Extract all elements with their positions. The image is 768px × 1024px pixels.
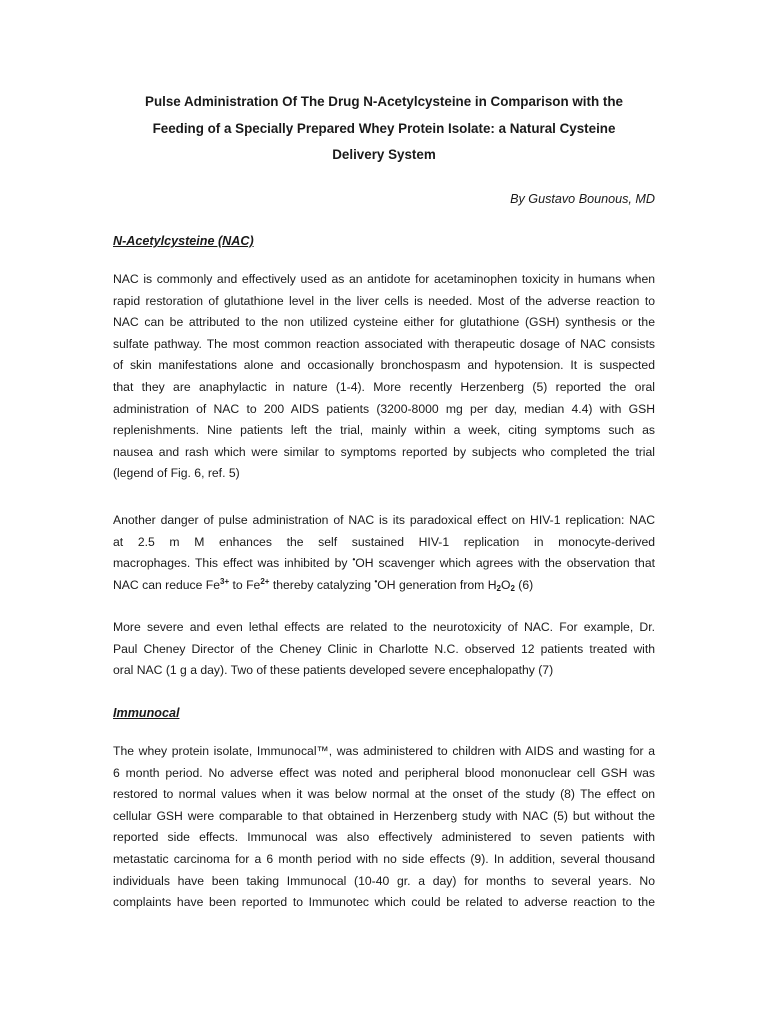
title-line: Pulse Administration Of The Drug N-Acetylcysteine in Comparison with the — [145, 94, 623, 109]
text-line: of skin manifestations alone and occasionally bronchospasm and hypotension. It is suspected — [113, 358, 655, 373]
text-segment: NAC can reduce Fe — [113, 577, 221, 592]
text-segment: (6) — [514, 577, 534, 592]
paragraph-immunocal — [113, 741, 655, 914]
text-line: NAC can be attributed to the non utilized cysteine either for glutathione (GSH) synthesis or the — [113, 315, 655, 330]
text-line: complaints have been reported to Immunotec which could be related to adverse reaction to the — [113, 895, 655, 910]
text-line: at 2.5 m M enhances the self sustained HIV-1 replication in monocyte-derived — [113, 534, 655, 549]
text-line: (legend of Fig. 6, ref. 5) — [113, 466, 240, 481]
text-line: More severe and even lethal effects are related to the neurotoxicity of NAC. For example, Dr. — [113, 620, 655, 634]
radical-dot: • — [374, 576, 378, 586]
text-line — [113, 575, 655, 597]
text-line: that they are anaphylactic in nature (1-4). More recently Herzenberg (5) reported the oral — [113, 379, 655, 394]
text-line: cellular GSH were comparable to that obtained in Herzenberg study with NAC (5) but without the — [113, 808, 655, 823]
radical-dot: • — [352, 555, 356, 565]
text-line: sulfate pathway. The most common reaction associated with therapeutic dosage of NAC consists — [113, 336, 655, 351]
text-line — [113, 553, 655, 575]
text-segment: to Fe — [229, 577, 261, 592]
paragraph-nac-neurotoxicity — [113, 617, 655, 682]
text-line: 6 month period. No adverse effect was noted and peripheral blood mononuclear cell GSH was — [113, 765, 655, 780]
text-line: individuals have been taking Immunocal (10-40 gr. a day) for months to several years. No — [113, 873, 655, 888]
document-title — [90, 89, 678, 169]
text-line: reported side effects. Immunocal was also effectively administered to seven patients with — [113, 830, 655, 845]
text-line: NAC is commonly and effectively used as an antidote for acetaminophen toxicity in humans when — [113, 272, 655, 286]
text-segment: thereby catalyzing — [269, 577, 375, 592]
text-line: Paul Cheney Director of the Cheney Clinic in Charlotte N.C. observed 12 patients treated with — [113, 641, 655, 656]
text-line: replenishments. Nine patients left the trial, mainly within a week, citing symptoms such as — [113, 423, 655, 438]
title-line: Delivery System — [332, 147, 436, 163]
text-segment: macrophages. This effect was inhibited by — [113, 556, 353, 571]
text-line: oral NAC (1 g a day). Two of these patients developed severe encephalopathy (7) — [113, 663, 554, 678]
text-segment: O — [500, 577, 511, 592]
superscript: 2+ — [260, 576, 270, 586]
section-heading-immunocal: Immunocal — [113, 706, 180, 720]
text-line: The whey protein isolate, Immunocal™, was administered to children with AIDS and wasting for a — [113, 744, 655, 758]
text-line: nausea and rash which were similar to symptoms reported by subjects who completed the trial — [113, 444, 655, 459]
text-line: rapid restoration of glutathione level in the liver cells is needed. Most of the adverse reaction to — [113, 293, 655, 308]
text-line: Another danger of pulse administration of NAC is its paradoxical effect on HIV-1 replication: NAC — [113, 513, 655, 527]
author-byline: By Gustavo Bounous, MD — [510, 192, 655, 206]
paragraph-nac-hiv — [113, 510, 655, 596]
superscript: 3+ — [220, 576, 230, 586]
text-segment: OH scavenger which agrees with the observation that — [355, 556, 656, 571]
text-segment: OH generation from H — [377, 577, 497, 592]
paragraph-nac-antidote — [113, 269, 655, 485]
text-line: administration of NAC to 200 AIDS patients (3200-8000 mg per day, median 4.4) with GSH — [113, 401, 655, 416]
subscript: 2 — [510, 583, 515, 593]
subscript: 2 — [496, 583, 501, 593]
title-line: Feeding of a Specially Prepared Whey Protein Isolate: a Natural Cysteine — [152, 120, 616, 136]
text-line: restored to normal values when it was below normal at the onset of the study (8) The effect on — [113, 787, 655, 802]
text-line: metastatic carcinoma for a 6 month period with no side effects (9). In addition, several thousand — [113, 851, 655, 866]
section-heading-nac: N-Acetylcysteine (NAC) — [113, 234, 254, 248]
